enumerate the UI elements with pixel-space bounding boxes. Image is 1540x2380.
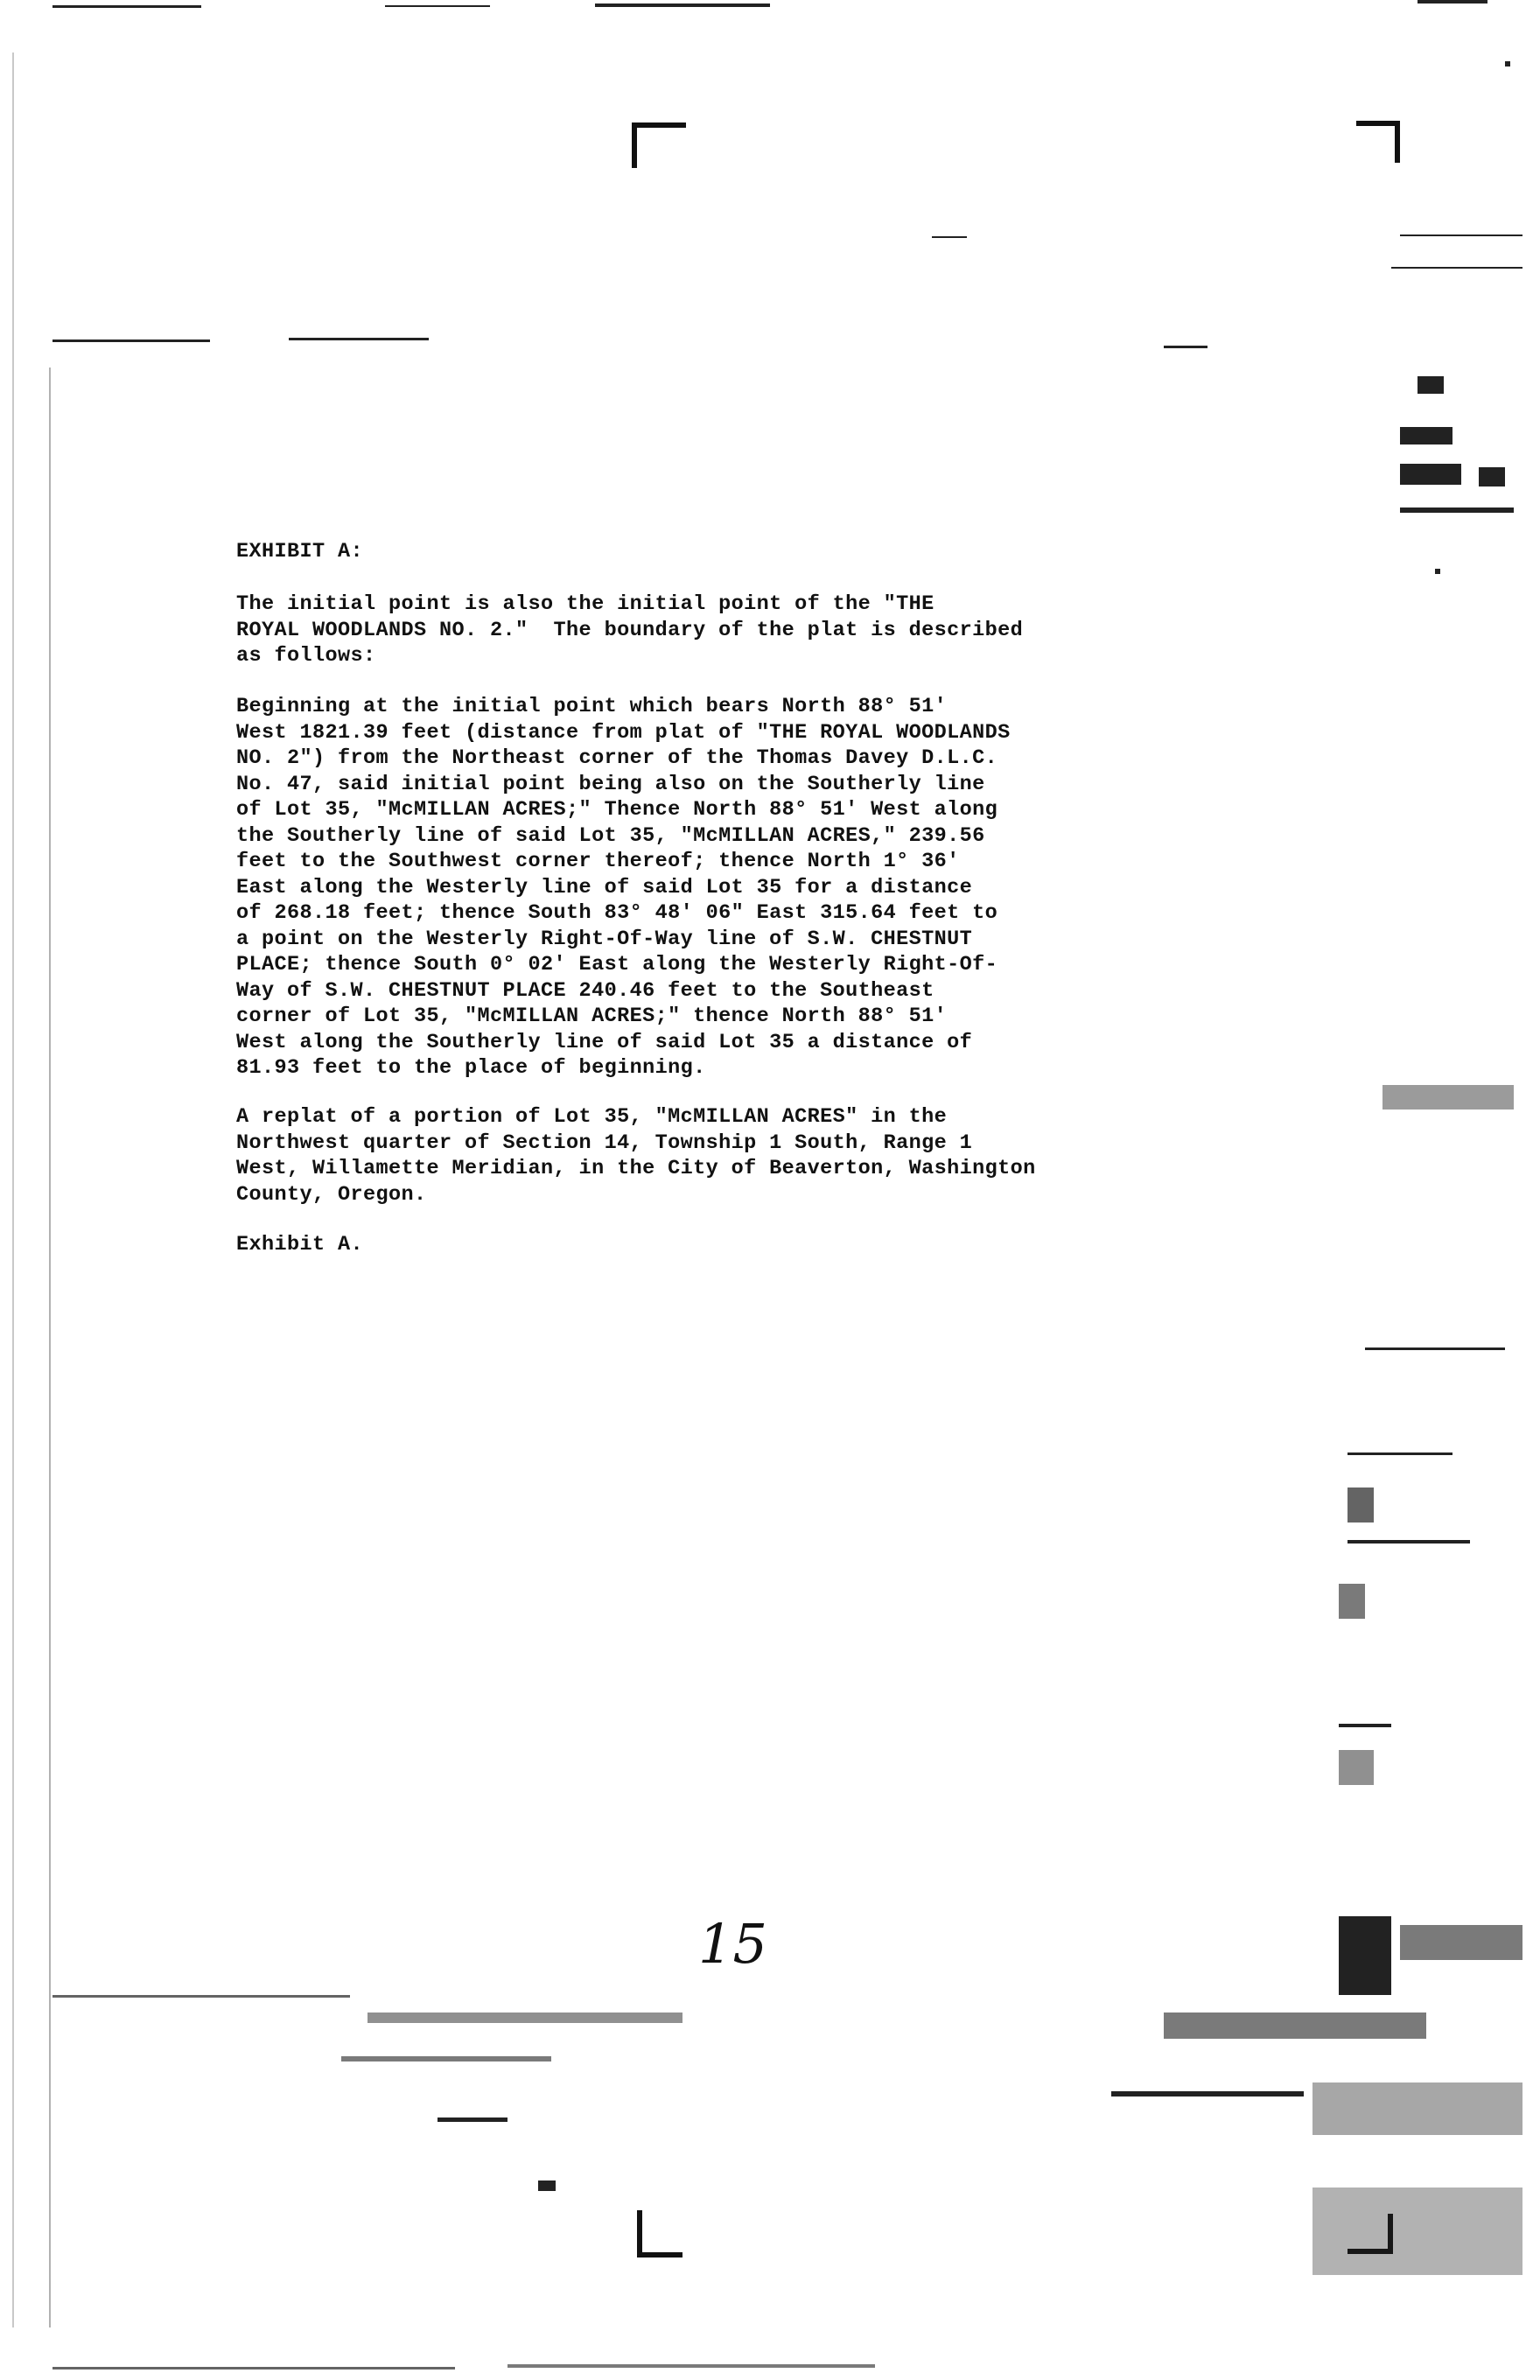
boundary-description: Beginning at the initial point which bears North 88° 51' West 1821.39 feet (distance from plat of "THE ROYAL WOODLANDS NO. 2") from the Northeast corner of the Thomas Davey D.L.C. No. 47, said initial point being also on the Southerly line of Lot 35, "McMILLAN ACRES;" Thence North 88° 51' West along the Southerly line of said Lot 35, "McMILLAN ACRES," 239.56 feet to the Southwest corner thereof; thence North 1° 36' East along the Westerly line of said Lot 35 for a distance of 268.18 feet; thence South 83° 48' 06" East 315.64 feet to a point on the Westerly Right-Of-Way line of S.W. CHESTNUT PLACE; thence South 0° 02' East along the Westerly Right-Of- Way of S.W. CHESTNUT PLACE 240.46 feet to the Southeast corner of Lot 35, "McMILLAN ACRES;" thence North 88° 51' West along the Southerly line of said Lot 35 a distance of 81.93 feet to the place of beginning.	[236, 695, 1011, 1080]
closing-line: Exhibit A.	[236, 1233, 364, 1256]
corner-mark-top-left	[632, 122, 686, 168]
intro-paragraph: The initial point is also the initial point of the "THE ROYAL WOODLANDS NO. 2." The boundary of the plat is described as follows:	[236, 592, 1024, 668]
replat-paragraph: A replat of a portion of Lot 35, "McMILLAN ACRES" in the Northwest quarter of Section 14, Township 1 South, Range 1 West, Willamette Meridian, in the City of Beaverton, Washington County, Oregon.	[236, 1105, 1036, 1207]
handwritten-page-number: 15	[698, 1912, 767, 1976]
corner-mark-bottom-left	[637, 2210, 682, 2258]
corner-mark-top-right	[1356, 121, 1400, 163]
exhibit-heading: EXHIBIT A:	[236, 540, 364, 564]
